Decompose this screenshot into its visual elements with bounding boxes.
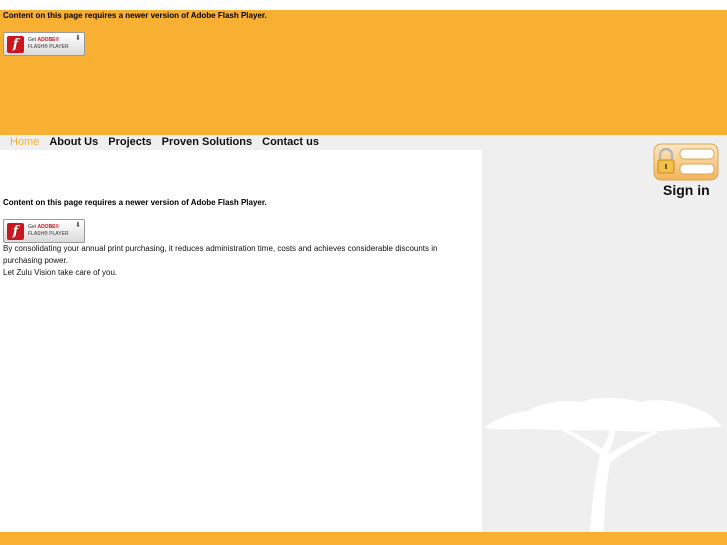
acacia-tree-icon [482,393,727,532]
footer-bar [0,532,727,545]
sign-in-link[interactable]: Sign in [663,182,710,198]
flash-badge-product-text: FLASH® PLAYER [28,44,69,50]
nav-item-about-us[interactable]: About Us [49,136,99,148]
flash-message-content: Content on this page requires a newer version of Adobe Flash Player. [3,198,267,207]
nav-list [10,135,319,149]
padlock-login-icon[interactable] [653,143,719,181]
header-banner [0,10,727,135]
nav-bar [0,135,482,150]
nav-item-home[interactable]: Home [10,136,40,148]
download-arrow-icon: ⬇ [75,222,81,229]
flash-badge-get-text: Get ADOBE® [28,224,60,230]
nav-item-contact-us[interactable]: Contact us [262,136,319,148]
intro-paragraph: By consolidating your annual print purchasing, it reduces administration time, costs and achieves considerable discounts in purchasing power. [3,244,438,265]
nav-item-projects[interactable]: Projects [108,136,152,148]
flash-player-icon: f [7,223,24,240]
flash-player-icon: f [7,36,24,53]
intro-text [3,243,473,279]
nav-item-proven-solutions[interactable]: Proven Solutions [161,136,253,148]
top-strip [0,0,727,10]
get-flash-player-button-header[interactable] [3,32,85,56]
download-arrow-icon: ⬇ [75,35,81,42]
flash-badge-product-text: FLASH® PLAYER [28,231,69,237]
flash-message-header: Content on this page requires a newer version of Adobe Flash Player. [3,11,267,20]
sidebar [482,135,727,532]
flash-badge-get-text: Get ADOBE® [28,37,60,43]
get-flash-player-button-content[interactable] [3,219,85,243]
tagline-paragraph: Let Zulu Vision take care of you. [3,268,118,277]
